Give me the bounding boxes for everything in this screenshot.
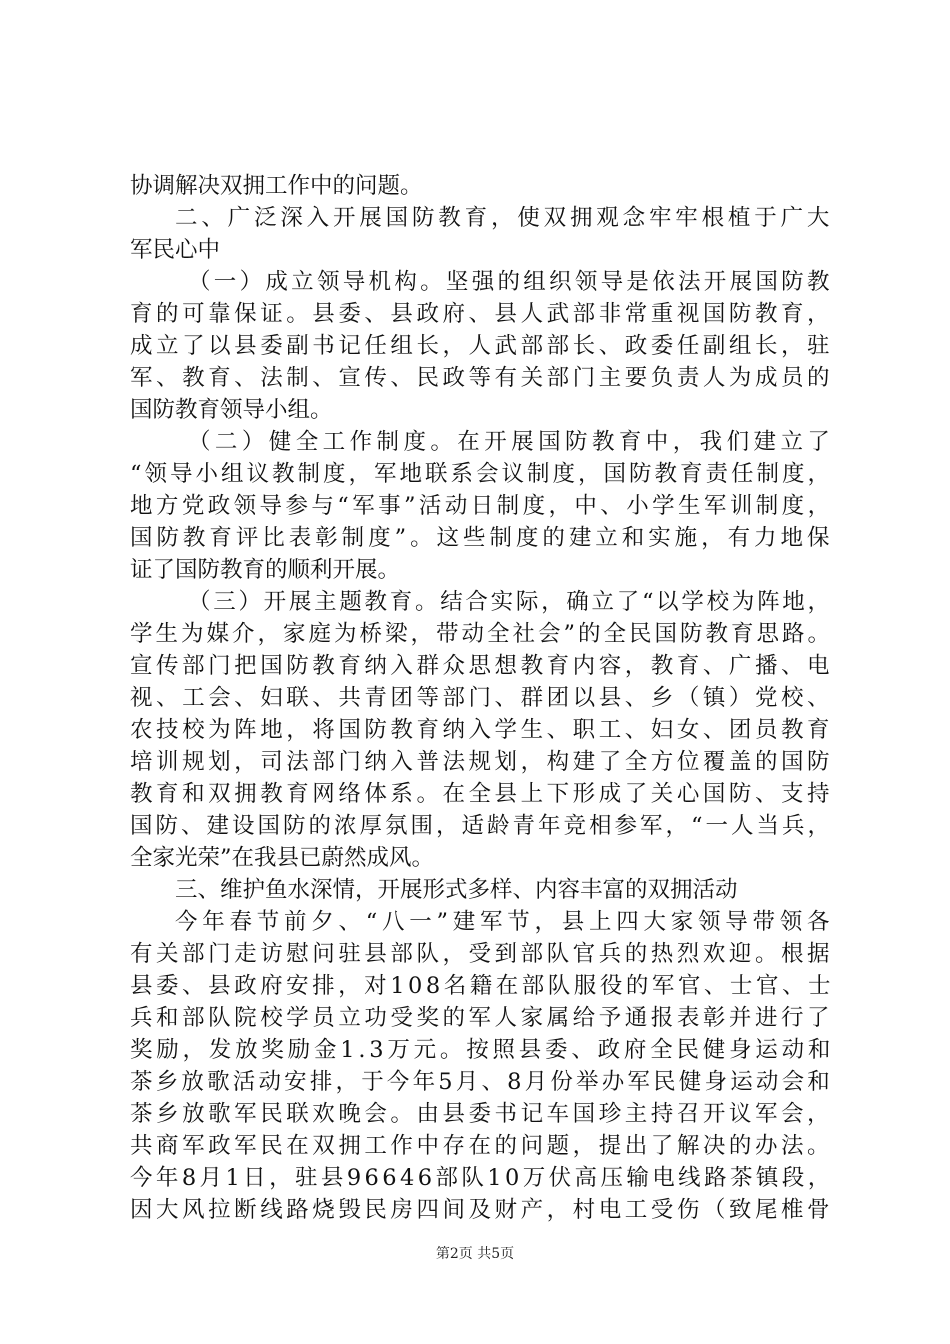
text-line: 农技校为阵地，将国防教育纳入学生、职工、妇女、团员教育 — [130, 717, 834, 743]
text-line: 共商军政军民在双拥工作中存在的问题，提出了解决的办法。 — [130, 1133, 834, 1159]
text-line: 地方党政领导参与“军事”活动日制度，中、小学生军训制度， — [130, 493, 834, 519]
text-line: 兵和部队院校学员立功受奖的军人家属给予通报表彰并进行了 — [130, 1005, 834, 1031]
document-body — [130, 170, 835, 1226]
page-footer: 第2页 共5页 — [435, 1246, 515, 1262]
text-line: 育的可靠保证。县委、县政府、县人武部非常重视国防教育， — [130, 301, 834, 327]
text-line: 国防教育领导小组。 — [130, 397, 333, 423]
text-line: 国防教育评比表彰制度”。这些制度的建立和实施，有力地保 — [130, 525, 834, 551]
text-line: 协调解决双拥工作中的问题。 — [130, 173, 423, 199]
text-line: 茶乡放歌活动安排，于今年5月、8月份举办军民健身运动会和 — [130, 1069, 833, 1095]
text-line: 今年春节前夕、“八一”建军节，县上四大家领导带领各 — [175, 909, 835, 935]
text-line: 培训规划，司法部门纳入普法规划，构建了全方位覆盖的国防 — [130, 749, 834, 775]
text-line: 宣传部门把国防教育纳入群众思想教育内容，教育、广播、电 — [130, 653, 834, 679]
text-line: 成立了以县委副书记任组长，人武部部长、政委任副组长，驻 — [130, 333, 834, 359]
text-line: 因大风拉断线路烧毁民房四间及财产，村电工受伤（致尾椎骨 — [130, 1197, 834, 1223]
text-line: 军、教育、法制、宣传、民政等有关部门主要负责人为成员的 — [130, 365, 834, 391]
text-line: 今年8月1日，驻县96646部队10万伏高压输电线路茶镇段， — [130, 1165, 834, 1191]
text-line: 有关部门走访慰问驻县部队，受到部队官兵的热烈欢迎。根据 — [130, 941, 834, 967]
text-line: 视、工会、妇联、共青团等部门、群团以县、乡（镇）党校、 — [130, 685, 834, 711]
text-line: （二）健全工作制度。在开展国防教育中，我们建立了 — [188, 429, 835, 455]
text-line: 全家光荣”在我县已蔚然成风。 — [130, 845, 435, 871]
text-line: 国防、建设国防的浓厚氛围，适龄青年竞相参军，“一人当兵， — [130, 813, 834, 839]
text-line: 县委、县政府安排，对108名籍在部队服役的军官、士官、士 — [130, 973, 835, 999]
text-line: “领导小组议教制度，军地联系会议制度，国防教育责任制度， — [130, 461, 834, 487]
text-line: 茶乡放歌军民联欢晚会。由县委书记车国珍主持召开议军会， — [130, 1101, 834, 1127]
text-line: （三）开展主题教育。结合实际，确立了“以学校为阵地， — [188, 589, 833, 615]
text-line: 三、维护鱼水深情，开展形式多样、内容丰富的双拥活动 — [175, 877, 738, 903]
text-line: 学生为媒介，家庭为桥梁，带动全社会”的全民国防教育思路。 — [130, 621, 834, 647]
text-line: 教育和双拥教育网络体系。在全县上下形成了关心国防、支持 — [130, 781, 834, 807]
text-line: 证了国防教育的顺利开展。 — [130, 557, 401, 583]
text-line: 二、广泛深入开展国防教育，使双拥观念牢牢根植于广大 — [175, 205, 834, 231]
text-line: 奖励，发放奖励金1.3万元。按照县委、政府全民健身运动和 — [130, 1037, 835, 1063]
text-line: 军民心中 — [130, 237, 221, 263]
text-line: （一）成立领导机构。坚强的组织领导是依法开展国防教 — [188, 269, 833, 295]
